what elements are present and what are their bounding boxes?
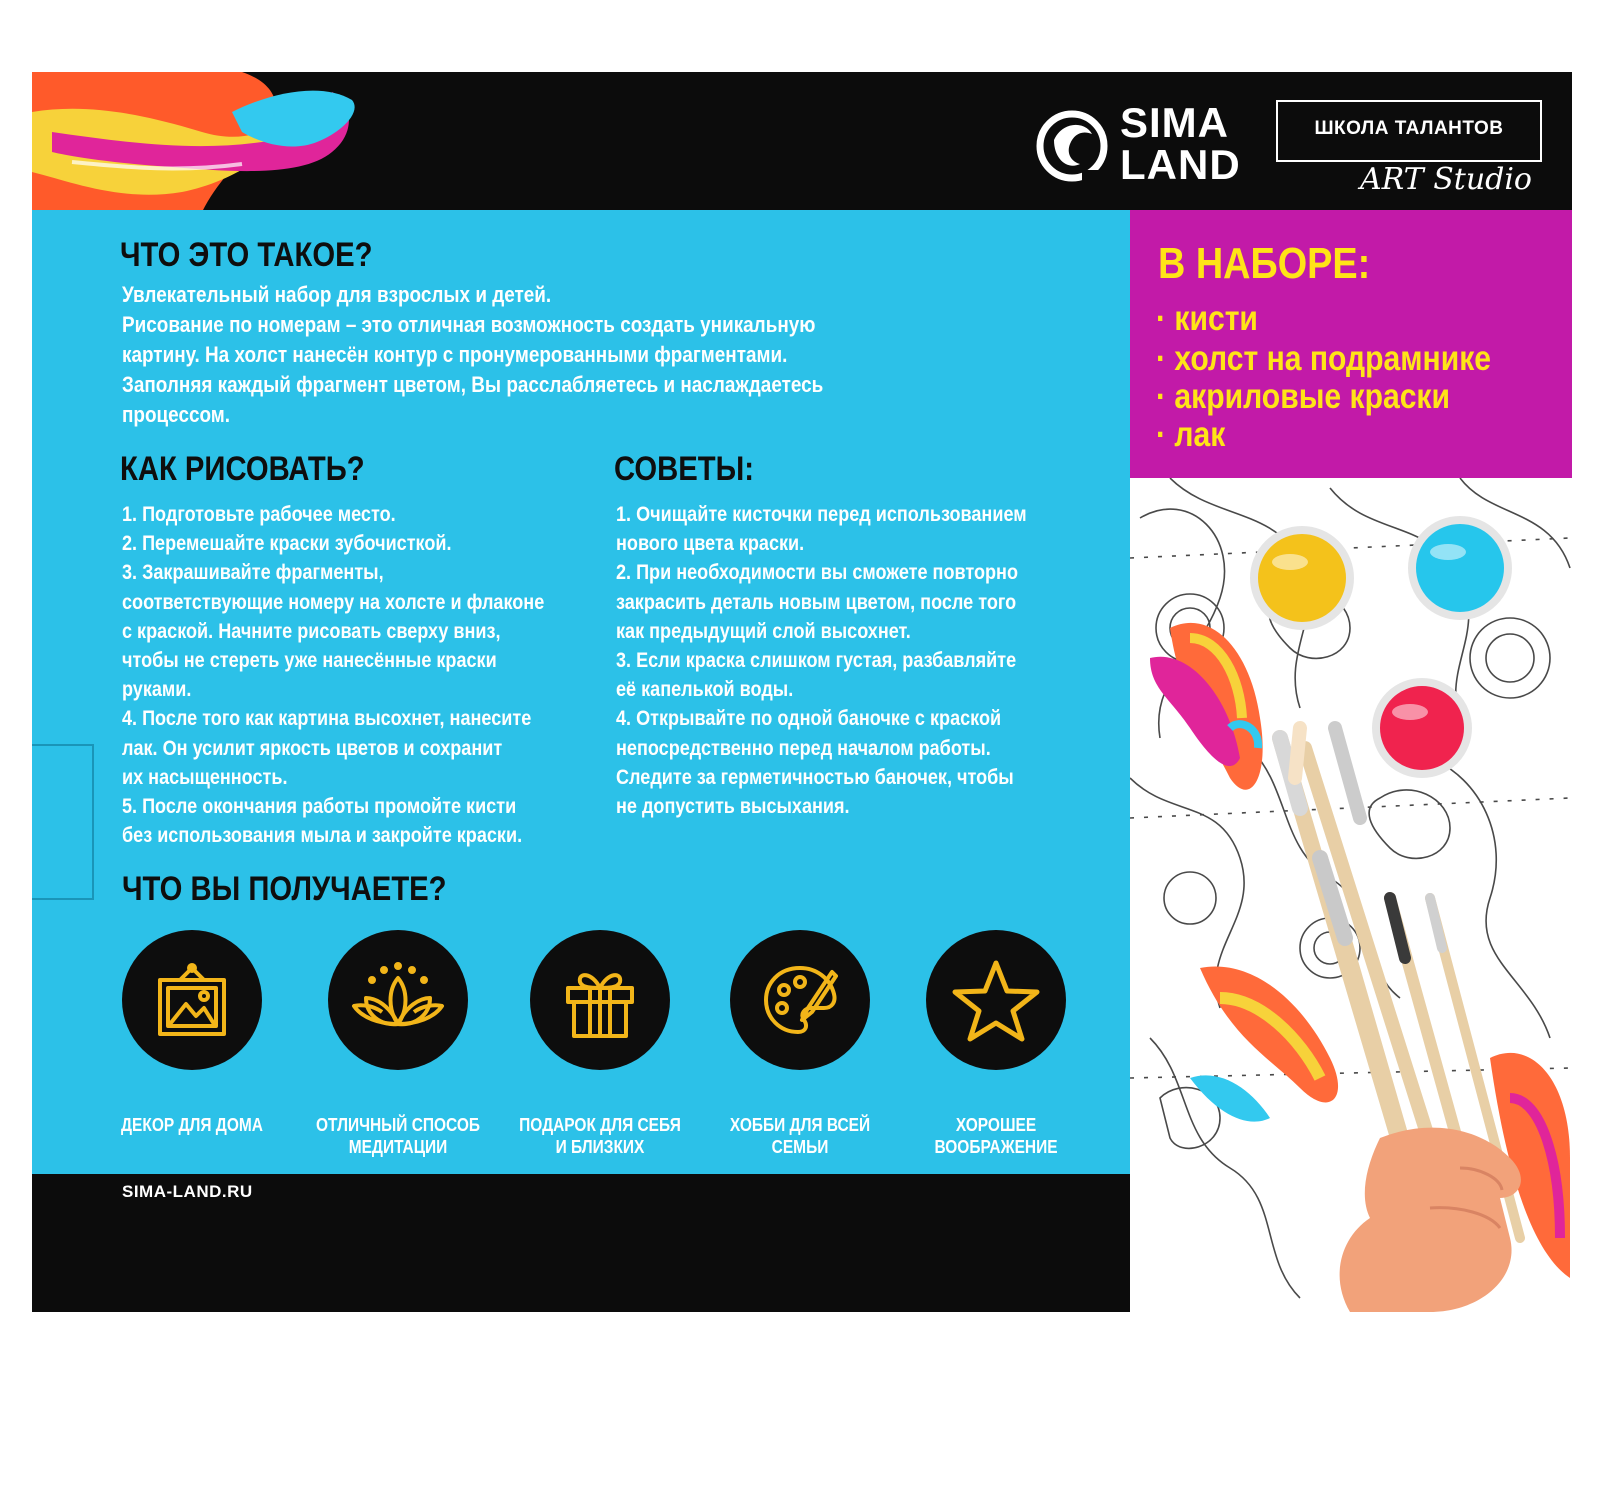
benefit-label: [514, 1114, 686, 1158]
lotus-icon: [350, 958, 446, 1042]
text-line: Увлекательный набор для взрослых и детей.: [122, 282, 552, 307]
logo-line-1: SIMA: [1120, 99, 1229, 146]
text-line: соответствующие номеру на холсте и флаконе: [122, 590, 545, 614]
box-flap-outline: [32, 744, 94, 900]
kit-item: · акриловые краски: [1156, 377, 1451, 416]
benefit-label-line: СЕМЬИ: [771, 1137, 829, 1157]
benefit-gift: [500, 930, 700, 1158]
text-line: Заполняя каждый фрагмент цветом, Вы расслабляетесь и наслаждаетесь: [122, 372, 824, 397]
text-line: картину. На холст нанесён контур с пронумерованными фрагментами.: [122, 342, 788, 367]
benefit-label-line: И БЛИЗКИХ: [555, 1137, 645, 1157]
what-you-get-heading: ЧТО ВЫ ПОЛУЧАЕТЕ?: [122, 870, 447, 908]
text-line: процессом.: [122, 402, 231, 427]
sima-land-logo: [1032, 100, 1262, 192]
text-line: нового цвета краски.: [616, 532, 805, 556]
gift-box-icon: [558, 958, 642, 1042]
logo-wordmark: [1120, 99, 1241, 188]
kit-heading: В НАБОРЕ:: [1158, 239, 1371, 288]
text-line: с краской. Начните рисовать сверху вниз,: [122, 619, 501, 643]
benefit-circle: [730, 930, 870, 1070]
kit-item: · кисти: [1156, 299, 1258, 338]
benefit-circle: [122, 930, 262, 1070]
bottom-band: [32, 1174, 1572, 1312]
benefit-meditation: [298, 930, 498, 1158]
benefit-label: [106, 1114, 278, 1136]
dolphin-logo-icon: [1032, 100, 1112, 188]
benefit-label-line: МЕДИТАЦИИ: [348, 1137, 448, 1157]
framed-picture-icon: [150, 958, 234, 1042]
text-line: 1. Очищайте кисточки перед использованием: [616, 503, 1027, 526]
text-line: 4. Открывайте по одной баночке с краской: [616, 707, 1002, 731]
text-line: 2. При необходимости вы сможете повторно: [616, 561, 1018, 585]
text-line: 5. После окончания работы промойте кисти: [122, 795, 517, 819]
what-is-it-heading: ЧТО ЭТО ТАКОЕ?: [120, 236, 373, 274]
series-subtitle: ART Studio: [1359, 162, 1532, 197]
text-line: 1. Подготовьте рабочее место.: [122, 503, 396, 526]
logo-line-2: LAND: [1120, 141, 1241, 188]
benefit-label-line: ХОББИ ДЛЯ ВСЕЙ: [729, 1115, 871, 1135]
benefit-label: [714, 1114, 886, 1158]
kit-item: · холст на подрамнике: [1156, 339, 1492, 378]
benefit-label: [312, 1114, 484, 1158]
text-line: Следите за герметичностью баночек, чтобы: [616, 765, 1014, 789]
benefit-label-line: ПОДАРОК ДЛЯ СЕБЯ: [519, 1115, 681, 1135]
text-line: закрасить деталь новым цветом, после того: [616, 590, 1017, 614]
star-icon: [951, 957, 1041, 1043]
text-line: руками.: [122, 678, 192, 702]
text-line: как предыдущий слой высохнет.: [616, 619, 911, 643]
benefit-label-line: ВООБРАЖЕНИЕ: [934, 1137, 1058, 1157]
text-line: чтобы не стереть уже нанесённые краски: [122, 649, 497, 673]
benefit-label-line: ХОРОШЕЕ: [955, 1115, 1037, 1135]
tips-heading: СОВЕТЫ:: [614, 450, 754, 488]
website-link: SIMA-LAND.RU: [122, 1182, 253, 1201]
text-line: 3. Закрашивайте фрагменты,: [122, 561, 384, 585]
kit-item: · лак: [1156, 415, 1226, 454]
text-line: не допустить высыхания.: [616, 795, 850, 819]
benefit-family-hobby: [700, 930, 900, 1158]
series-title: ШКОЛА ТАЛАНТОВ: [1314, 118, 1504, 139]
benefit-imagination: [896, 930, 1096, 1158]
text-line: лак. Он усилит яркость цветов и сохранит: [122, 736, 503, 760]
series-badge: [1276, 100, 1542, 197]
text-line: Рисование по номерам – это отличная возможность создать уникальную: [122, 312, 816, 337]
palette-icon: [758, 958, 842, 1042]
benefit-label-line: ДЕКОР ДЛЯ ДОМА: [121, 1115, 263, 1135]
text-line: их насыщенность.: [122, 765, 288, 789]
tips-text: [616, 500, 1027, 821]
kit-contents-panel: [1130, 210, 1572, 478]
benefit-circle: [926, 930, 1066, 1070]
benefit-circle: [328, 930, 468, 1070]
text-line: непосредственно перед началом работы.: [616, 736, 991, 760]
paint-splash-decoration: [32, 72, 362, 212]
benefit-label: [910, 1114, 1082, 1158]
how-to-draw-text: [122, 500, 544, 850]
text-line: без использования мыла и закройте краски.: [122, 824, 523, 848]
text-line: 2. Перемешайте краски зубочисткой.: [122, 532, 452, 556]
benefit-home-decor: [92, 930, 292, 1136]
how-to-draw-heading: КАК РИСОВАТЬ?: [120, 450, 365, 488]
benefit-circle: [530, 930, 670, 1070]
product-box-back: [32, 72, 1572, 1312]
text-line: 3. Если краска слишком густая, разбавляйте: [616, 649, 1017, 673]
benefit-label-line: ОТЛИЧНЫЙ СПОСОБ: [315, 1115, 481, 1135]
text-line: 4. После того как картина высохнет, нанесите: [122, 707, 532, 731]
text-line: её капелькой воды.: [616, 678, 794, 702]
what-is-it-text: [122, 280, 823, 430]
